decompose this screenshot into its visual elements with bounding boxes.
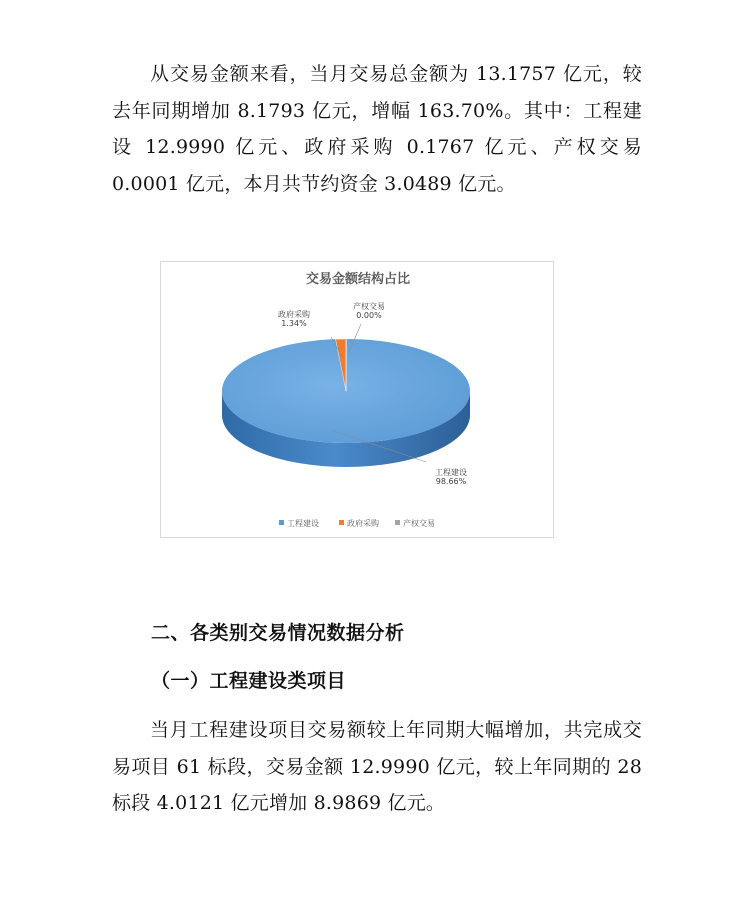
subsection-heading: （一）工程建设类项目 (151, 670, 347, 692)
chart-title: 交易金额结构占比 (305, 272, 411, 287)
slice-label-name-1: 工程建设 (435, 468, 467, 477)
legend-swatch-1 (279, 520, 284, 525)
legend-swatch-2 (339, 520, 344, 525)
pie-chart (160, 261, 554, 538)
legend-label-1: 工程建设 (287, 519, 319, 528)
slice-label-value-2: 1.34% (281, 319, 307, 328)
pie-chart-canvas (161, 262, 555, 539)
legend-label-2: 政府采购 (347, 519, 379, 528)
slice-label-name-2: 政府采购 (278, 310, 310, 319)
slice-label-value-1: 98.66% (435, 477, 467, 486)
slice-label-value-3: 0.00% (356, 311, 382, 320)
legend-label-3: 产权交易 (403, 519, 435, 528)
slice-label-name-3: 产权交易 (353, 302, 385, 311)
engineering-paragraph: 当月工程建设项目交易额较上年同期大幅增加，共完成交易项目 61 标段，交易金额 12.9990 亿元，较上年同期的 28 标段 4.0121 亿元增加 8.9869 亿元。 (112, 719, 642, 814)
intro-paragraph: 从交易金额来看，当月交易总金额为 13.1757 亿元，较去年同期增加 8.1793 亿元，增幅 163.70%。其中：工程建设 12.9990 亿元、政府采购 0.1767 亿元、产权交易 0.0001 亿元，本月共节约资金 3.0489 亿元。 (112, 63, 642, 195)
section-heading: 二、各类别交易情况数据分析 (151, 622, 405, 644)
legend-swatch-3 (395, 520, 400, 525)
